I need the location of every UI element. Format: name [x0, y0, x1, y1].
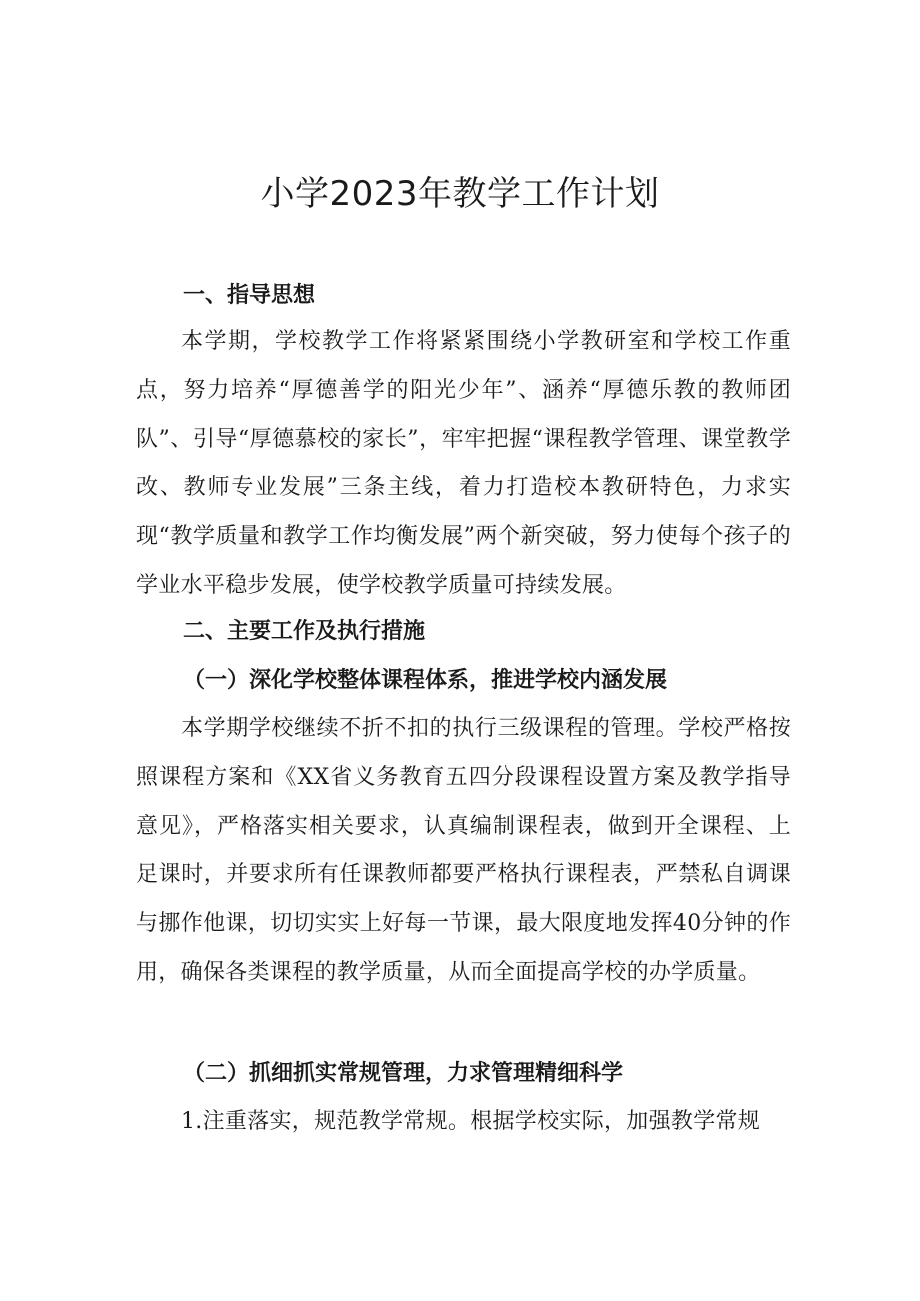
- paragraph-routine-management: 1.注重落实，规范教学常规。根据学校实际，加强教学常规: [181, 1109, 761, 1134]
- document-title: 小学2023年教学工作计划: [260, 174, 660, 214]
- paragraph-guiding-ideology: 本学期，学校教学工作将紧紧围绕小学教研室和学校工作重点，努力培养“厚德善学的阳光少年”、涵养“厚德乐教的教师团队”、引导“厚德慕校的家长”，牢牢把握“课程教学管理、课堂教学改、教师专业发展”三条主线，着力打造校本教研特色，力求实现“教学质量和教学工作均衡发展”两个新突破，努力使每个孩子的学业水平稳步发展，使学校教学质量可持续发展。: [136, 329, 791, 598]
- paragraph-curriculum: 本学期学校继续不折不扣的执行三级课程的管理。学校严格按照课程方案和《XX省义务教育五四分段课程设置方案及教学指导意见》，严格落实相关要求，认真编制课程表，做到开全课程、上足课时，并要求所有任课教师都要严格执行课程表，严禁私自调课与挪作他课，切切实实上好每一节课，最大限度地发挥40分钟的作用，确保各类课程的教学质量，从而全面提高学校的办学质量。: [136, 716, 791, 985]
- section-heading-main-work: 二、主要工作及执行措施: [183, 619, 426, 644]
- section-heading-guiding-ideology: 一、指导思想: [183, 283, 316, 308]
- subsection-heading-routine-management: （二）抓细抓实常规管理，力求管理精细科学: [183, 1060, 624, 1086]
- subsection-heading-curriculum: （一）深化学校整体课程体系，推进学校内涵发展: [183, 667, 668, 693]
